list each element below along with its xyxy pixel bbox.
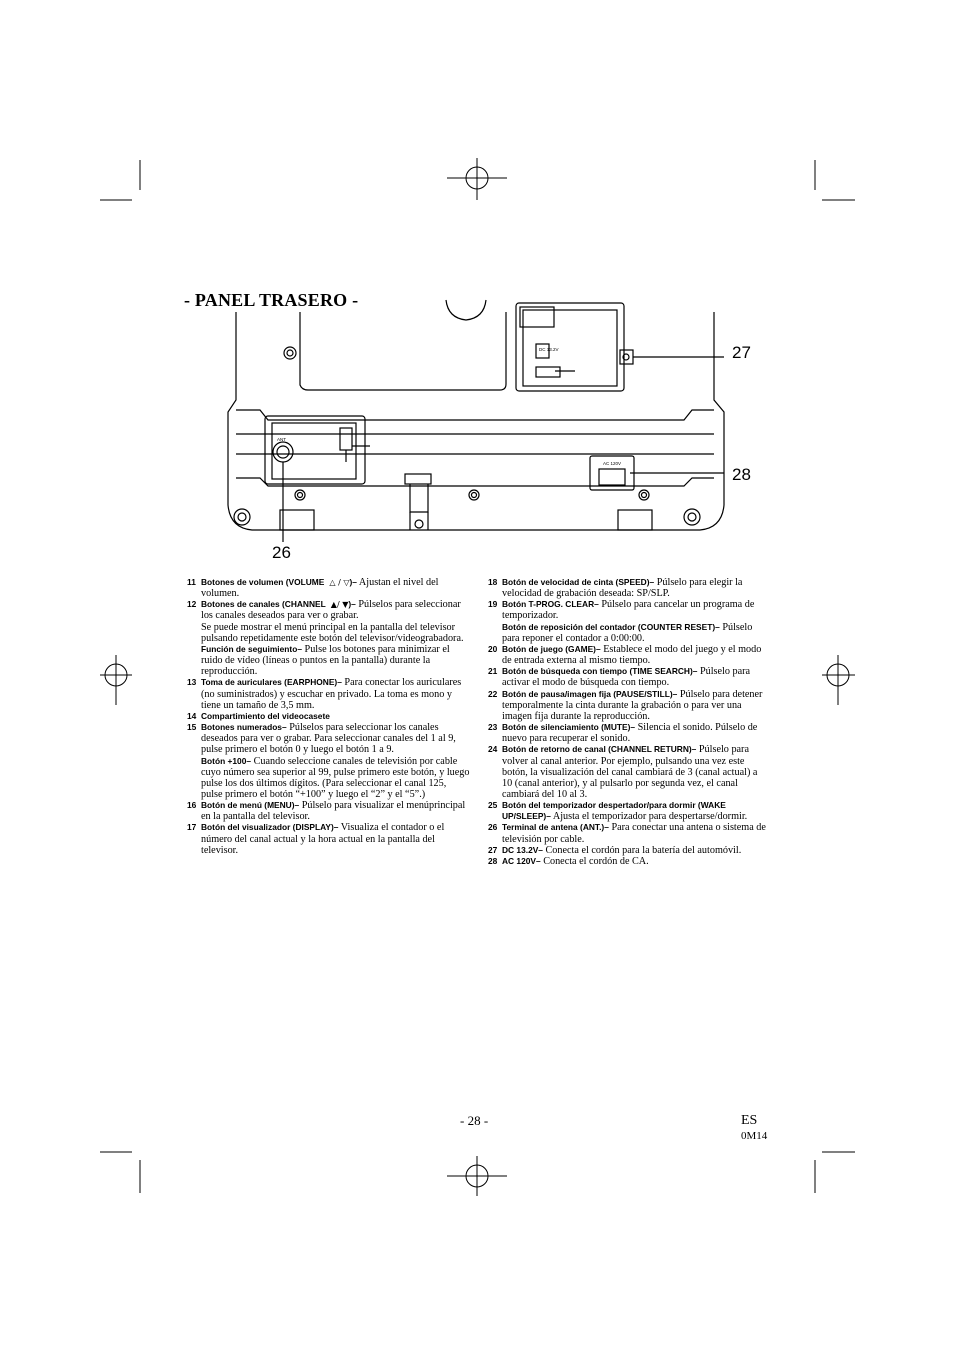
list-item: 14 Compartimiento del videocasete xyxy=(187,710,330,721)
list-item: 22 Botón de pausa/imagen fija (PAUSE/STILL)– Púlselo para detener temporalmente la cinta durante la grabación o para ver una imagen fija durante la reproducción. xyxy=(488,688,763,722)
language-code: ES xyxy=(741,1113,758,1128)
ac-label: AC 120V xyxy=(603,461,622,466)
list-item: 12 Botones de canales (CHANNEL ▲/ ▼)– Púlselos para seleccionar los canales deseados para ver o grabar. Se puede mostrar el menú principal en la pantalla del televisor pulsando repetidamente este botón del televisor/videograbadora. Función de seguimiento– Pulse los botones para minimizar el ruido de vídeo (líneas o puntos en la pantalla) durante la reproducción. xyxy=(187,599,464,678)
list-item: 21 Botón de búsqueda con tiempo (TIME SEARCH)– Púlselo para activar el modo de búsqueda con tiempo. xyxy=(488,666,751,689)
document-code: 0M14 xyxy=(741,1130,768,1142)
list-item: 18 Botón de velocidad de cinta (SPEED)– Púlselo para elegir la velocidad de grabación deseada: SP/SLP. xyxy=(488,577,743,600)
list-item: 26 Terminal de antena (ANT.)– Para conectar una antena o sistema de televisión por cable. xyxy=(488,822,766,845)
list-item: 28 AC 120V– Conecta el cordón de CA. xyxy=(488,855,649,867)
ant-label: ANT xyxy=(277,437,286,442)
list-item: 25 Botón del temporizador despertador/para dormir (WAKE UP/SLEEP)– Ajusta el temporizador para despertarse/dormir. xyxy=(488,800,748,823)
page-title: - PANEL TRASERO - xyxy=(184,290,359,310)
list-item: 27 DC 13.2V– Conecta el cordón para la batería del automóvil. xyxy=(488,844,742,856)
list-item: 15 Botones numerados– Púlselos para seleccionar los canales deseados para ver o grabar. Para seleccionar canales del 1 al 9, pulse primero el botón 0 y luego el botón 1 a 9. Botón +100– Cuando seleccione canales de televisión por cable cuyo número sea superior al 99, pulse primero este botón, y luego pulse los dos últimos dígitos. (Para seleccionar el canal 125, pulse primero el botón “+100” y luego el “2” y el “5”.) xyxy=(187,722,470,800)
list-item: 24 Botón de retorno de canal (CHANNEL RETURN)– Púlselo para volver al canal anterior. Por ejemplo, pulsando una vez este botón, la visualización del canal cambiará de 3 (canal actual) a 10 (canal anterior), y al pulsarlo por segunda vez, el canal cambiará del 10 al 3. xyxy=(488,744,758,800)
callout-26: 26 xyxy=(272,543,291,562)
callout-28: 28 xyxy=(732,465,751,484)
list-item: 17 Botón del visualizador (DISPLAY)– Visualiza el contador o el número del canal actual y la hora actual en la pantalla del televisor. xyxy=(187,822,445,856)
list-item: 19 Botón T-PROG. CLEAR– Púlselo para cancelar un programa de temporizador. Botón de reposición del contador (COUNTER RESET)– Púlselo para reponer el contador a 0:00:00. xyxy=(488,599,755,644)
right-column xyxy=(488,577,770,867)
list-item: 20 Botón de juego (GAME)– Establece el modo del juego y el modo de entrada externa al mismo tiempo. xyxy=(488,643,762,667)
list-item: 16 Botón de menú (MENU)– Púlselo para visualizar el menúprincipal en la pantalla del televisor. xyxy=(187,800,466,823)
page-number: - 28 - xyxy=(460,1113,489,1128)
callout-27: 27 xyxy=(732,343,751,362)
triangle-up-icon: △ / ▽ xyxy=(326,578,350,587)
list-item: 13 Toma de auriculares (EARPHONE)– Para conectar los auriculares (no suministrados) y escuchar en privado. La toma es mono y tiene un tamaño de 3,5 mm. xyxy=(187,677,462,711)
left-column xyxy=(187,577,470,856)
dc-label: DC 13.2V xyxy=(539,347,559,352)
list-item: 23 Botón de silenciamiento (MUTE)– Silencia el sonido. Púlselo de nuevo para recuperar el sonido. xyxy=(488,722,758,745)
list-item: 11 Botones de volumen (VOLUME △ / ▽)– Ajustan el nivel del volumen. xyxy=(187,577,439,600)
triangle-filled-icon: ▲/ ▼ xyxy=(328,600,349,610)
